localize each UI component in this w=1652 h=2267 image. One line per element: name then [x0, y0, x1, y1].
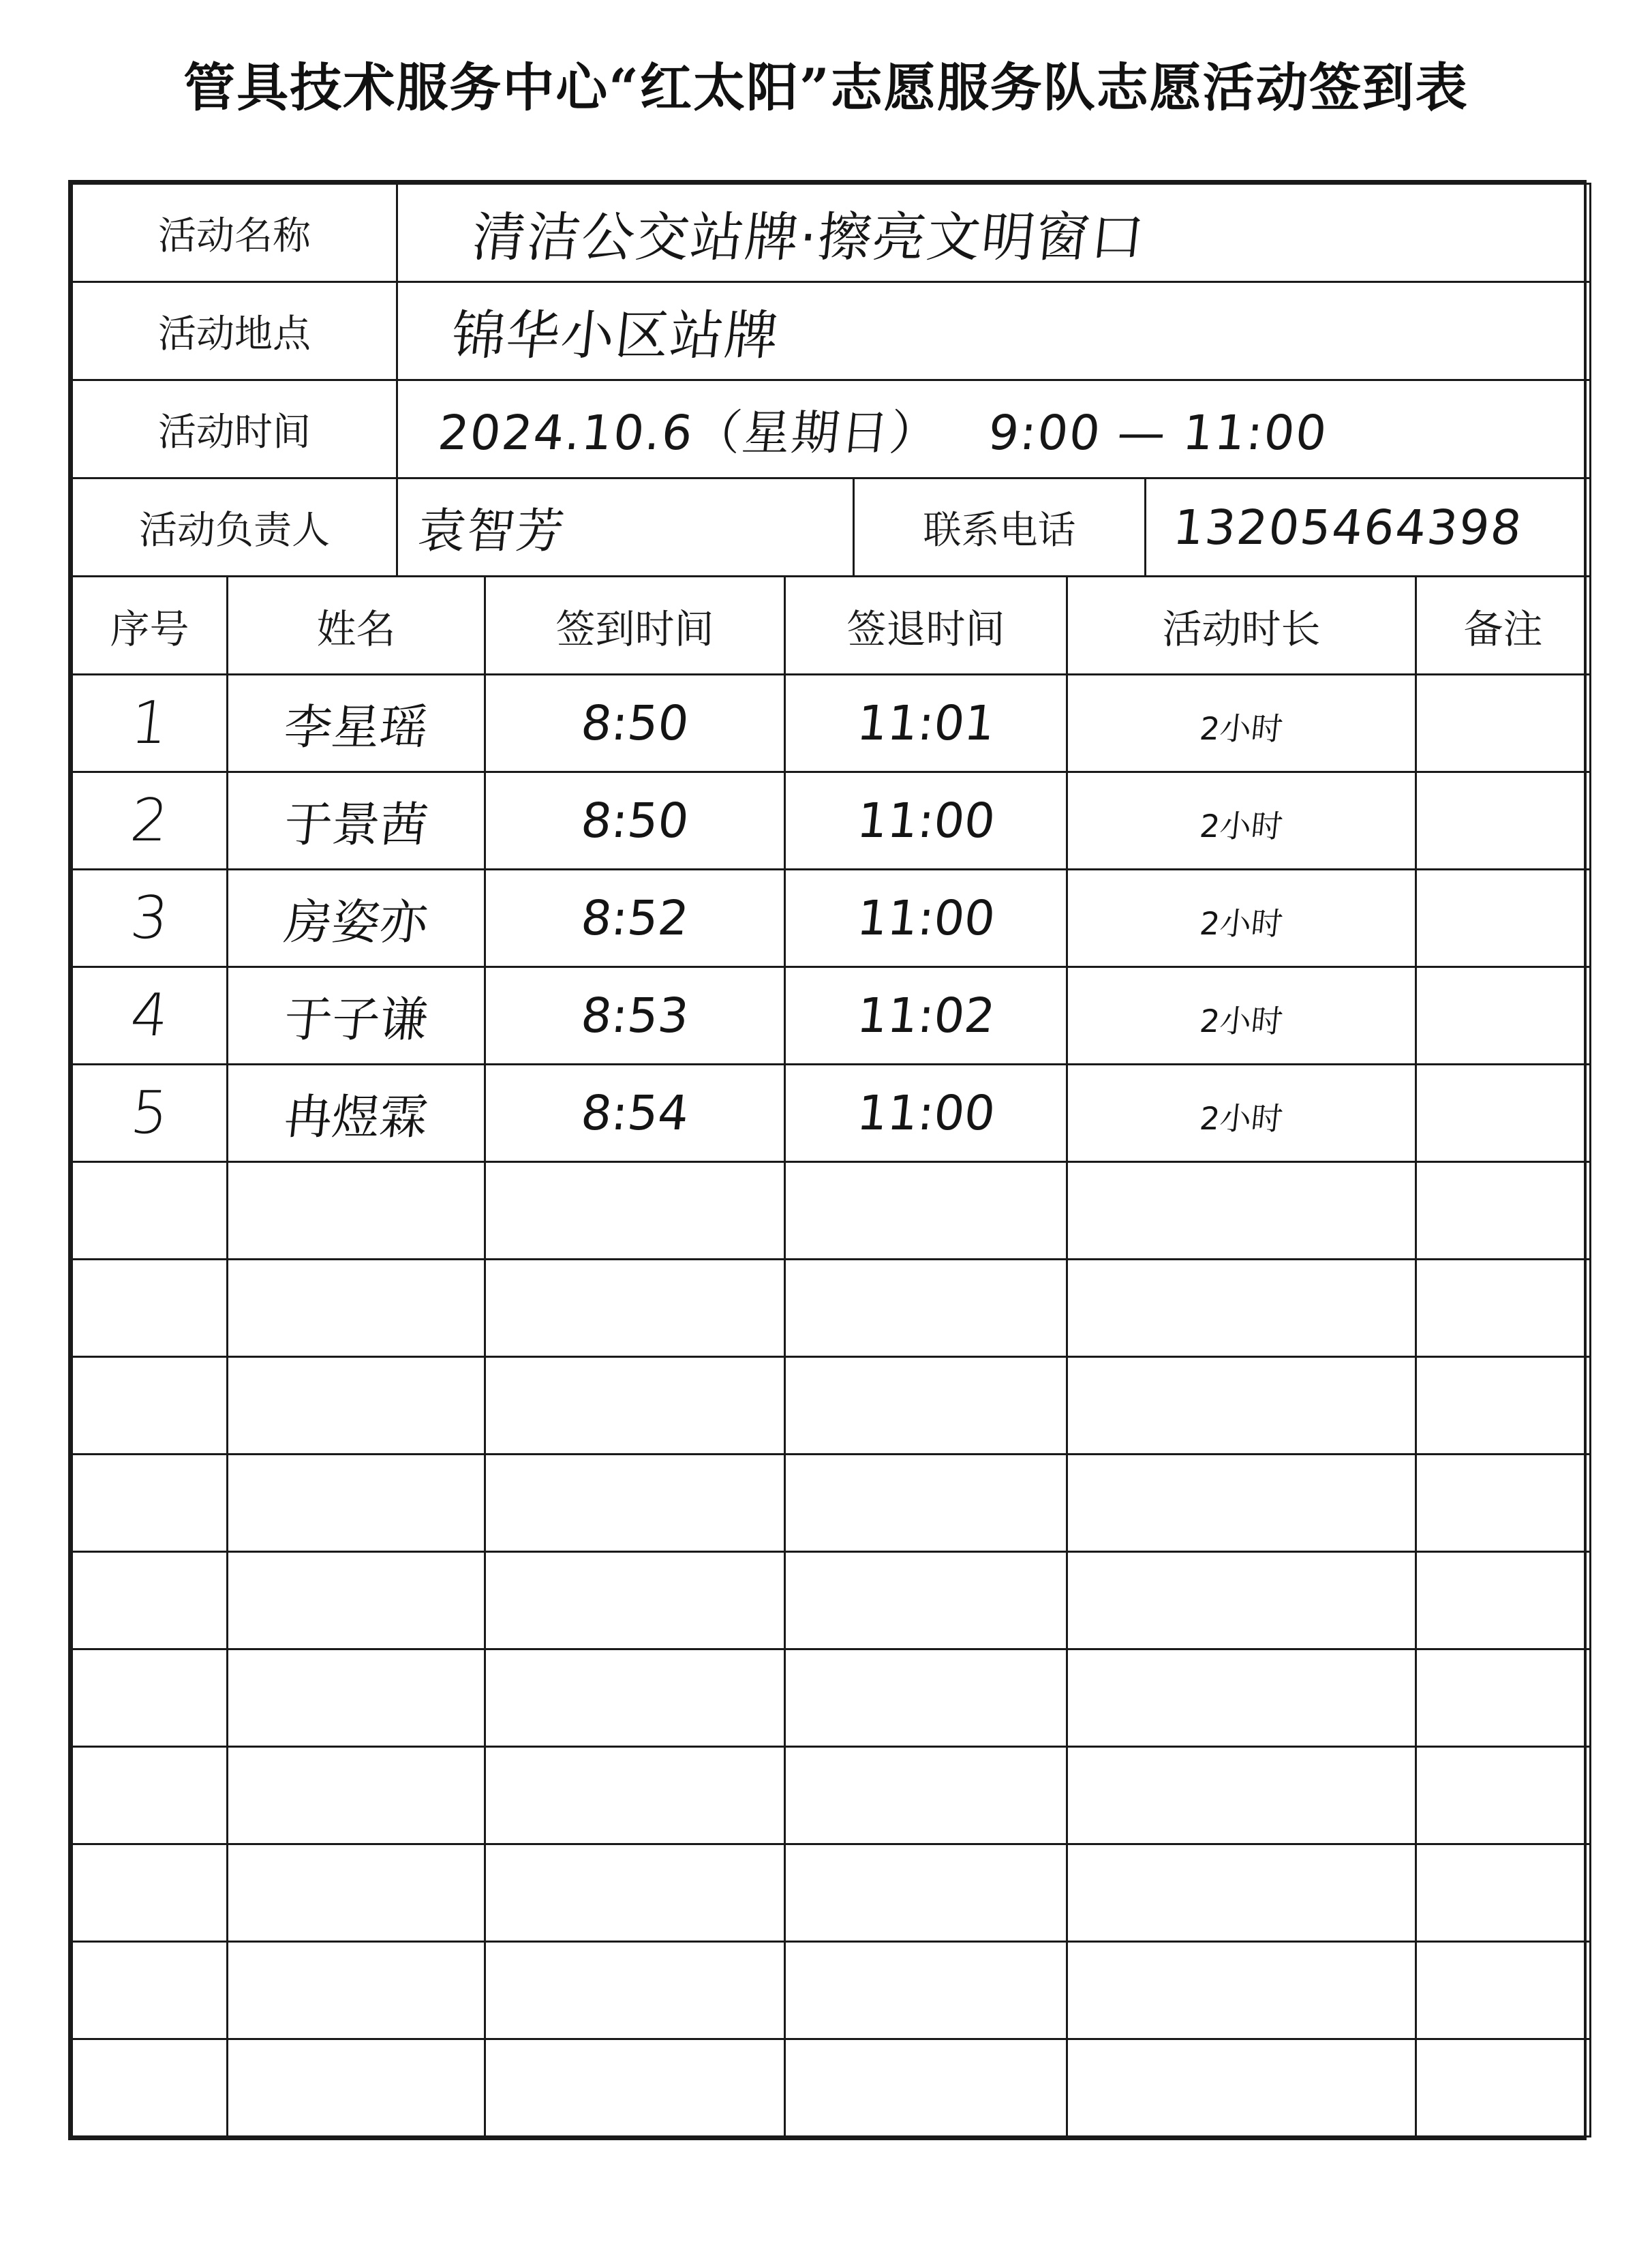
empty-cell	[785, 1942, 1067, 2039]
empty-cell	[228, 1357, 485, 1455]
row-no	[72, 1065, 228, 1162]
empty-table-row	[72, 1649, 1591, 1747]
empty-cell	[1067, 1455, 1416, 1552]
empty-cell	[72, 1747, 228, 1844]
contact-phone-label: 联系电话	[854, 478, 1146, 577]
row-note	[1416, 870, 1591, 967]
row-note	[1416, 967, 1591, 1065]
row-name-text: 房姿亦	[281, 894, 431, 950]
activity-name-value: 清洁公交站牌·擦亮文明窗口	[469, 207, 1148, 269]
activity-name-row	[72, 184, 1591, 282]
row-name	[228, 1065, 485, 1162]
empty-table-row	[72, 1162, 1591, 1260]
empty-table-row	[72, 1844, 1591, 1942]
row-name-text: 冉煜霖	[281, 1089, 431, 1145]
row-duration	[1067, 772, 1416, 870]
row-sign-out	[785, 967, 1067, 1065]
activity-time-label: 活动时间	[72, 380, 397, 478]
empty-cell	[1067, 1747, 1416, 1844]
empty-cell	[1416, 1552, 1591, 1649]
table-row	[72, 1065, 1591, 1162]
empty-cell	[785, 1260, 1067, 1357]
activity-place-row	[72, 282, 1591, 380]
empty-cell	[1067, 1357, 1416, 1455]
activity-time-row	[72, 380, 1591, 478]
empty-cell	[785, 1552, 1067, 1649]
empty-cell	[228, 1649, 485, 1747]
row-name	[228, 772, 485, 870]
row-duration-text: 2小时	[1197, 1003, 1285, 1039]
row-sign-out-text: 11:00	[854, 1085, 998, 1141]
row-sign-out	[785, 772, 1067, 870]
row-note	[1416, 1065, 1591, 1162]
table-row	[72, 772, 1591, 870]
empty-table-row	[72, 1455, 1591, 1552]
header-duration: 活动时长	[1067, 577, 1416, 675]
row-duration	[1067, 675, 1416, 772]
row-duration-text: 2小时	[1197, 1100, 1285, 1137]
empty-cell	[228, 1162, 485, 1260]
row-no	[72, 870, 228, 967]
empty-cell	[485, 1260, 785, 1357]
attendance-table	[71, 575, 1591, 2137]
empty-cell	[1416, 1455, 1591, 1552]
empty-table-row	[72, 1357, 1591, 1455]
empty-cell	[785, 1162, 1067, 1260]
empty-cell	[1067, 1552, 1416, 1649]
row-sign-out-text: 11:00	[854, 890, 998, 946]
empty-cell	[485, 1747, 785, 1844]
empty-cell	[1067, 1162, 1416, 1260]
contact-phone-value: 13205464398	[1170, 499, 1526, 556]
activity-time-cell	[397, 380, 1591, 478]
contact-phone-cell	[1146, 478, 1591, 577]
empty-cell	[72, 1552, 228, 1649]
empty-cell	[1067, 2039, 1416, 2137]
row-no-text: 5	[127, 1079, 172, 1147]
empty-cell	[1416, 1162, 1591, 1260]
row-duration	[1067, 870, 1416, 967]
empty-cell	[228, 2039, 485, 2137]
empty-cell	[485, 1844, 785, 1942]
empty-cell	[72, 2039, 228, 2137]
row-note	[1416, 772, 1591, 870]
row-sign-in-text: 8:53	[578, 988, 692, 1044]
empty-cell	[485, 1942, 785, 2039]
activity-leader-cell	[397, 478, 854, 577]
table-row	[72, 675, 1591, 772]
sign-in-sheet	[68, 180, 1587, 2140]
row-duration	[1067, 967, 1416, 1065]
empty-cell	[1416, 1357, 1591, 1455]
row-sign-in	[485, 870, 785, 967]
row-sign-in	[485, 967, 785, 1065]
row-no	[72, 967, 228, 1065]
row-no-text: 3	[127, 884, 172, 952]
empty-cell	[1416, 2039, 1591, 2137]
empty-cell	[1067, 1844, 1416, 1942]
row-name	[228, 870, 485, 967]
empty-cell	[785, 2039, 1067, 2137]
empty-cell	[485, 1552, 785, 1649]
empty-cell	[785, 1357, 1067, 1455]
activity-name-label: 活动名称	[72, 184, 397, 282]
empty-cell	[1416, 1942, 1591, 2039]
empty-table-row	[72, 2039, 1591, 2137]
activity-leader-label: 活动负责人	[72, 478, 397, 577]
empty-cell	[72, 1357, 228, 1455]
empty-cell	[1416, 1260, 1591, 1357]
header-no: 序号	[72, 577, 228, 675]
row-name	[228, 675, 485, 772]
empty-cell	[1067, 1942, 1416, 2039]
row-name-text: 李星瑶	[281, 699, 431, 755]
empty-cell	[228, 1260, 485, 1357]
table-row	[72, 967, 1591, 1065]
activity-place-label: 活动地点	[72, 282, 397, 380]
attendance-header-row	[72, 577, 1591, 675]
empty-cell	[485, 1162, 785, 1260]
row-duration	[1067, 1065, 1416, 1162]
empty-cell	[485, 1357, 785, 1455]
row-sign-in-text: 8:50	[578, 793, 692, 849]
empty-cell	[485, 1649, 785, 1747]
empty-cell	[1067, 1649, 1416, 1747]
row-no-text: 2	[127, 787, 172, 855]
row-duration-text: 2小时	[1197, 808, 1285, 845]
activity-place-value: 锦华小区站牌	[448, 305, 783, 367]
empty-cell	[1416, 1649, 1591, 1747]
row-sign-out	[785, 675, 1067, 772]
header-sign-out: 签退时间	[785, 577, 1067, 675]
empty-table-row	[72, 1942, 1591, 2039]
row-duration-text: 2小时	[1197, 905, 1285, 942]
row-sign-in	[485, 772, 785, 870]
empty-cell	[228, 1747, 485, 1844]
empty-cell	[228, 1552, 485, 1649]
empty-cell	[72, 1162, 228, 1260]
row-sign-out-text: 11:02	[854, 988, 998, 1044]
header-name: 姓名	[228, 577, 485, 675]
empty-table-row	[72, 1747, 1591, 1844]
empty-cell	[485, 1455, 785, 1552]
row-sign-in	[485, 1065, 785, 1162]
empty-cell	[785, 1455, 1067, 1552]
row-sign-in-text: 8:50	[578, 695, 692, 751]
empty-cell	[72, 1844, 228, 1942]
row-no-text: 1	[127, 689, 172, 757]
row-sign-out-text: 11:00	[854, 793, 998, 849]
empty-cell	[228, 1455, 485, 1552]
empty-cell	[785, 1649, 1067, 1747]
empty-cell	[785, 1747, 1067, 1844]
empty-cell	[1416, 1747, 1591, 1844]
row-no	[72, 675, 228, 772]
empty-cell	[72, 1455, 228, 1552]
header-note: 备注	[1416, 577, 1591, 675]
empty-cell	[72, 1649, 228, 1747]
empty-cell	[785, 1844, 1067, 1942]
empty-cell	[228, 1844, 485, 1942]
row-name	[228, 967, 485, 1065]
activity-leader-row	[72, 478, 1591, 577]
row-sign-out-text: 11:01	[854, 695, 998, 751]
row-sign-in-text: 8:52	[578, 890, 692, 946]
row-no	[72, 772, 228, 870]
empty-table-row	[72, 1552, 1591, 1649]
table-row	[72, 870, 1591, 967]
activity-name-cell	[397, 184, 1591, 282]
empty-cell	[72, 1260, 228, 1357]
header-sign-in: 签到时间	[485, 577, 785, 675]
empty-cell	[1067, 1260, 1416, 1357]
row-note	[1416, 675, 1591, 772]
empty-cell	[1416, 1844, 1591, 1942]
row-sign-in-text: 8:54	[578, 1085, 692, 1141]
row-sign-out	[785, 1065, 1067, 1162]
empty-cell	[228, 1942, 485, 2039]
row-no-text: 4	[127, 982, 172, 1050]
activity-leader-value: 袁智芳	[415, 503, 568, 559]
activity-time-value: 2024.10.6（星期日） 9:00 — 11:00	[435, 405, 1331, 461]
empty-table-row	[72, 1260, 1591, 1357]
row-name-text: 于子谦	[281, 991, 431, 1048]
activity-place-cell	[397, 282, 1591, 380]
row-duration-text: 2小时	[1197, 710, 1285, 747]
info-table	[71, 183, 1591, 577]
empty-cell	[72, 1942, 228, 2039]
row-name-text: 于景茜	[281, 796, 431, 853]
row-sign-in	[485, 675, 785, 772]
empty-cell	[485, 2039, 785, 2137]
row-sign-out	[785, 870, 1067, 967]
page-title: 管具技术服务中心“红太阳”志愿服务队志愿活动签到表	[183, 57, 1469, 118]
